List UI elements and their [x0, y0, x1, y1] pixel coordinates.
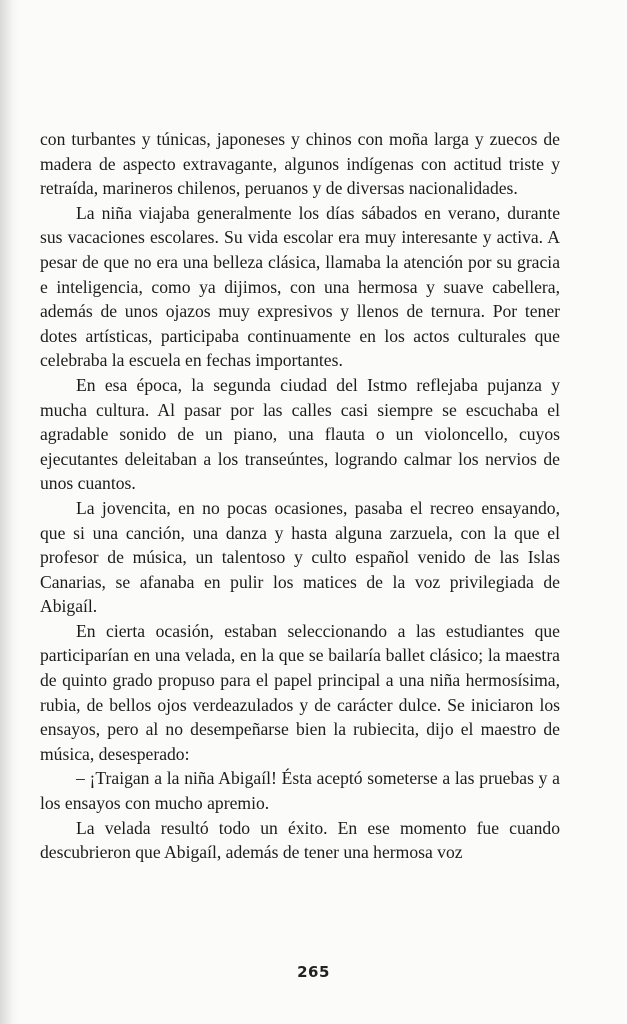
paragraph-7: La velada resultó todo un éxito. En ese momento fue cuando descubrieron que Abigaíl, además de tener una hermosa voz	[40, 817, 560, 863]
paragraph-1: con turbantes y túnicas, japoneses y chinos con moña larga y zuecos de madera de aspecto extravagante, algunos indígenas con actitud triste y retraída, marineros chilenos, peruanos y de diversas nacionalidades.	[40, 129, 560, 199]
paragraph-6: – ¡Traigan a la niña Abigaíl! Ésta aceptó someterse a las pruebas y a los ensayos con mucho apremio.	[40, 768, 560, 814]
paragraph-4: La jovencita, en no pocas ocasiones, pasaba el recreo ensayando, que si una canción, una danza y hasta alguna zarzuela, con la que el profesor de música, un talentoso y culto español venido de las Islas Canarias, se afanaba en pulir los matices de la voz privilegiada de Abigaíl.	[40, 497, 560, 617]
page-gutter-shadow	[0, 0, 18, 1024]
body-text	[40, 127, 560, 865]
paragraph-3: En esa época, la segunda ciudad del Istmo reflejaba pujanza y mucha cultura. Al pasar por las calles casi siempre se escuchaba el agradable sonido de un piano, una flauta o un violoncello, cuyos ejecutantes deleitaban a los transeúntes, logrando calmar los nervios de unos cuantos.	[40, 374, 560, 494]
paragraph-2: La niña viajaba generalmente los días sábados en verano, durante sus vacaciones escolares. Su vida escolar era muy interesante y activa. A pesar de que no era una belleza clásica, llamaba la atención por su gracia e inteligencia, como ya dijimos, con una hermosa y suave cabellera, además de unos ojazos muy expresivos y llenos de ternura. Por tener dotes artísticas, participaba continuamente en los actos culturales que celebraba la escuela en fechas importantes.	[40, 202, 560, 371]
page-number: 265	[297, 963, 330, 981]
paragraph-5: En cierta ocasión, estaban seleccionando a las estudiantes que participarían en una velada, en la que se bailaría ballet clásico; la maestra de quinto grado propuso para el papel principal a una niña hermosísima, rubia, de bellos ojos verdeazulados y de carácter dulce. Se iniciaron los ensayos, pero al no desempeñarse bien la rubiecita, dijo el maestro de música, desesperado:	[40, 620, 560, 764]
